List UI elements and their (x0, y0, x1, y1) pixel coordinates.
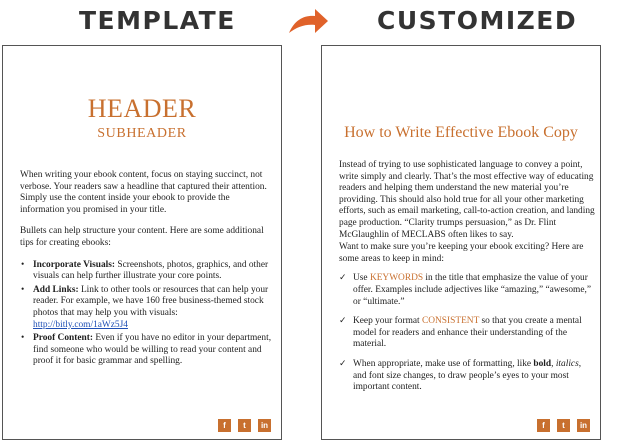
social-icons (218, 419, 271, 432)
check-text: in the title that emphasize the value of your offer. Examples include adjectives like “amazing,” “awesome,” or “ultimate.” (353, 273, 592, 307)
tips-list (20, 260, 274, 368)
list-item (20, 285, 274, 331)
check-item (339, 273, 595, 308)
facebook-icon[interactable]: f (537, 419, 550, 432)
bullet-icon: • (21, 333, 25, 344)
highlight-keyword: KEYWORDS (369, 273, 424, 284)
bullet-icon: • (21, 284, 25, 295)
check-item (339, 316, 595, 351)
bullet-text: Link to other tools or resources that can help your reader. For example, we have 160 free business-themed stock photos that may help you with visuals: (33, 284, 269, 318)
check-text: When appropriate, make use of formatting, like (353, 358, 534, 369)
italic-example: italics (555, 358, 579, 369)
page-title: How to Write Effective Ebook Copy (344, 124, 578, 141)
linkedin-icon[interactable]: in (577, 419, 590, 432)
resource-link[interactable]: http://bitly.com/1aWz5J4 (33, 319, 128, 330)
list-item (20, 333, 274, 368)
check-text: Keep your format (353, 316, 422, 327)
bullet-icon: • (21, 259, 25, 270)
checkmark-icon: ✓ (339, 358, 347, 369)
highlight-keyword: CONSISTENT (422, 316, 480, 327)
linkedin-icon[interactable]: in (258, 419, 271, 432)
check-text: , (551, 358, 556, 369)
page-header: HEADER (87, 94, 197, 123)
customized-label: CUSTOMIZED (377, 6, 578, 35)
body-paragraph: Bullets can help structure your content. Here are some additional tips for creating ebooks: (20, 226, 264, 248)
right-arrow-icon (285, 5, 331, 39)
list-item (20, 260, 274, 283)
bullet-heading: Incorporate Visuals: (33, 259, 116, 270)
check-text: so that you create a mental model for readers and enhance their understanding of the material. (353, 316, 582, 350)
template-body (20, 170, 274, 370)
twitter-icon[interactable]: t (238, 419, 251, 432)
checkmark-icon: ✓ (339, 316, 347, 327)
body-paragraph: When writing your ebook content, focus on staying succinct, not verbose. Your readers saw a headline that captured their attention. Simply use the content inside your ebook to provide the information you promised in your title. (20, 170, 267, 215)
body-paragraph: Want to make sure you’re keeping your ebook exciting? Here are some areas to keep in mind: (339, 242, 584, 264)
twitter-icon[interactable]: t (557, 419, 570, 432)
customized-body (339, 160, 595, 394)
check-text: Use (353, 273, 370, 284)
check-text: , and font size changes, to draw people’s eyes to your most important content. (353, 358, 582, 393)
page-subheader: SUBHEADER (97, 126, 187, 141)
template-page (2, 45, 282, 440)
body-paragraph: Instead of trying to use sophisticated language to convey a point, write simply and clearly. That’s the most effective way of educating readers and helping them understand the new material you’re providing. This should also hold true for all your other marketing efforts, such as email marketing, call-to-action creation, and landing page production. “Clarity trumps persuasion,” as Dr. Flint McGlaughlin of MECLABS often likes to say. (339, 160, 595, 240)
check-item (339, 359, 595, 394)
template-label: TEMPLATE (79, 6, 236, 35)
bullet-heading: Proof Content: (33, 333, 93, 344)
bullet-heading: Add Links: (33, 284, 79, 295)
bold-example: bold (533, 358, 552, 369)
facebook-icon[interactable]: f (218, 419, 231, 432)
social-icons (537, 419, 590, 432)
customized-page (321, 45, 601, 440)
bullet-text: Even if you have no editor in your department, find someone who would be willing to read your content and proof it for basic grammar and spelling. (33, 333, 272, 367)
bullet-text: Screenshots, photos, graphics, and other visuals can help further illustrate your core points. (33, 259, 269, 282)
checkmark-icon: ✓ (339, 273, 347, 284)
